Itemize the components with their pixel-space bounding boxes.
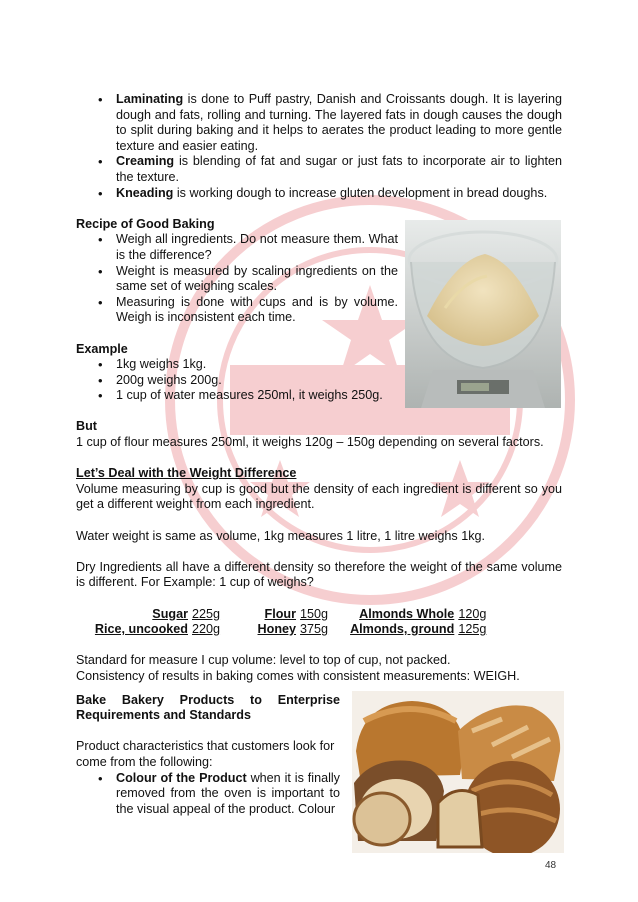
water-text: Water weight is same as volume, 1kg measures 1 litre, 1 litre weighs 1kg. xyxy=(76,528,485,543)
example-list xyxy=(76,357,398,404)
dry-text: Dry Ingredients all have a different density so therefore the weight of the same volume is different. For Example: 1 cup of weighs? xyxy=(76,559,562,590)
list-item xyxy=(76,186,562,202)
example-heading: Example xyxy=(76,341,128,356)
bake-heading: Bake Bakery Products to Enterprise Requirements and Standards xyxy=(76,692,340,723)
bullet-text: is done to Puff pastry, Danish and Croissants dough. It is layering dough and fats, rolling and turning. The layered fats in dough causes the dough to split during baking and it helps to aerates the product leading to more gentle texture and easier eating. xyxy=(116,92,562,153)
ingredient-weight: 120g xyxy=(458,606,487,621)
ingredient-label: Flour xyxy=(264,606,297,621)
list-item: • 1 cup of water measures 250ml, it weighs 250g. xyxy=(76,388,398,404)
but-text: 1 cup of flour measures 250ml, it weighs 120g – 150g depending on several factors. xyxy=(76,435,544,450)
ingredient-weight: 125g xyxy=(458,622,487,637)
recipe-section xyxy=(76,217,562,404)
table-row xyxy=(86,622,488,638)
list-item xyxy=(76,92,562,154)
list-item: • Measuring is done with cups and is by volume. Weigh is inconsistent each time. xyxy=(76,295,398,326)
bullet-term: Laminating xyxy=(116,92,184,106)
bake-section xyxy=(76,693,562,818)
bullet-term: Creaming xyxy=(116,154,175,169)
ingredient-weight: 225g xyxy=(192,606,221,621)
ingredient-label: Sugar xyxy=(152,606,188,621)
list-item xyxy=(76,154,562,185)
ingredient-weight: 375g xyxy=(300,622,329,637)
table-row xyxy=(86,607,488,623)
ingredient-label: Honey xyxy=(257,622,297,637)
weight-diff-heading: Let’s Deal with the Weight Difference xyxy=(76,466,297,481)
cup-weights-table xyxy=(86,607,488,638)
bake-list xyxy=(76,771,340,818)
bullet-term: Colour of the Product xyxy=(116,770,247,785)
page-number: 48 xyxy=(545,860,557,871)
list-item: • Weigh all ingredients. Do not measure them. What is the difference? xyxy=(76,232,398,263)
ingredient-label: Rice, uncooked xyxy=(94,622,188,637)
weight-diff-text: Volume measuring by cup is good but the density of each ingredient is different so you get a different weight from each ingredient. xyxy=(76,481,562,512)
recipe-heading: Recipe of Good Baking xyxy=(76,216,215,231)
standard-text: Standard for measure I cup volume: level to top of cup, not packed. xyxy=(76,653,451,668)
intro-bullet-list xyxy=(76,92,562,201)
list-item: • 1kg weighs 1kg. xyxy=(76,357,398,373)
page-content xyxy=(76,92,562,817)
ingredient-label: Almonds, ground xyxy=(350,622,455,637)
bullet-text: is working dough to increase gluten development in bread doughs. xyxy=(173,185,548,200)
flour-scale-image xyxy=(405,220,561,408)
bullet-text: when it is finally removed from the oven is important to the visual appeal of the product. Colour xyxy=(116,770,340,816)
ingredient-weight: 150g xyxy=(300,606,329,621)
consistency-text: Consistency of results in baking comes with consistent measurements: WEIGH. xyxy=(76,668,520,683)
recipe-list xyxy=(76,232,398,326)
list-item: • 200g weighs 200g. xyxy=(76,373,398,389)
but-heading: But xyxy=(76,419,97,434)
bullet-term: Kneading xyxy=(116,185,174,200)
list-item: • Weight is measured by scaling ingredients on the same set of weighing scales. xyxy=(76,264,398,295)
ingredient-weight: 220g xyxy=(192,622,221,637)
bullet-text: is blending of fat and sugar or just fats to incorporate air to lighten the texture. xyxy=(116,154,562,184)
bake-intro: Product characteristics that customers look for come from the following: xyxy=(76,739,335,769)
list-item xyxy=(76,771,340,818)
ingredient-label: Almonds Whole xyxy=(359,606,455,621)
bread-image xyxy=(352,691,564,853)
